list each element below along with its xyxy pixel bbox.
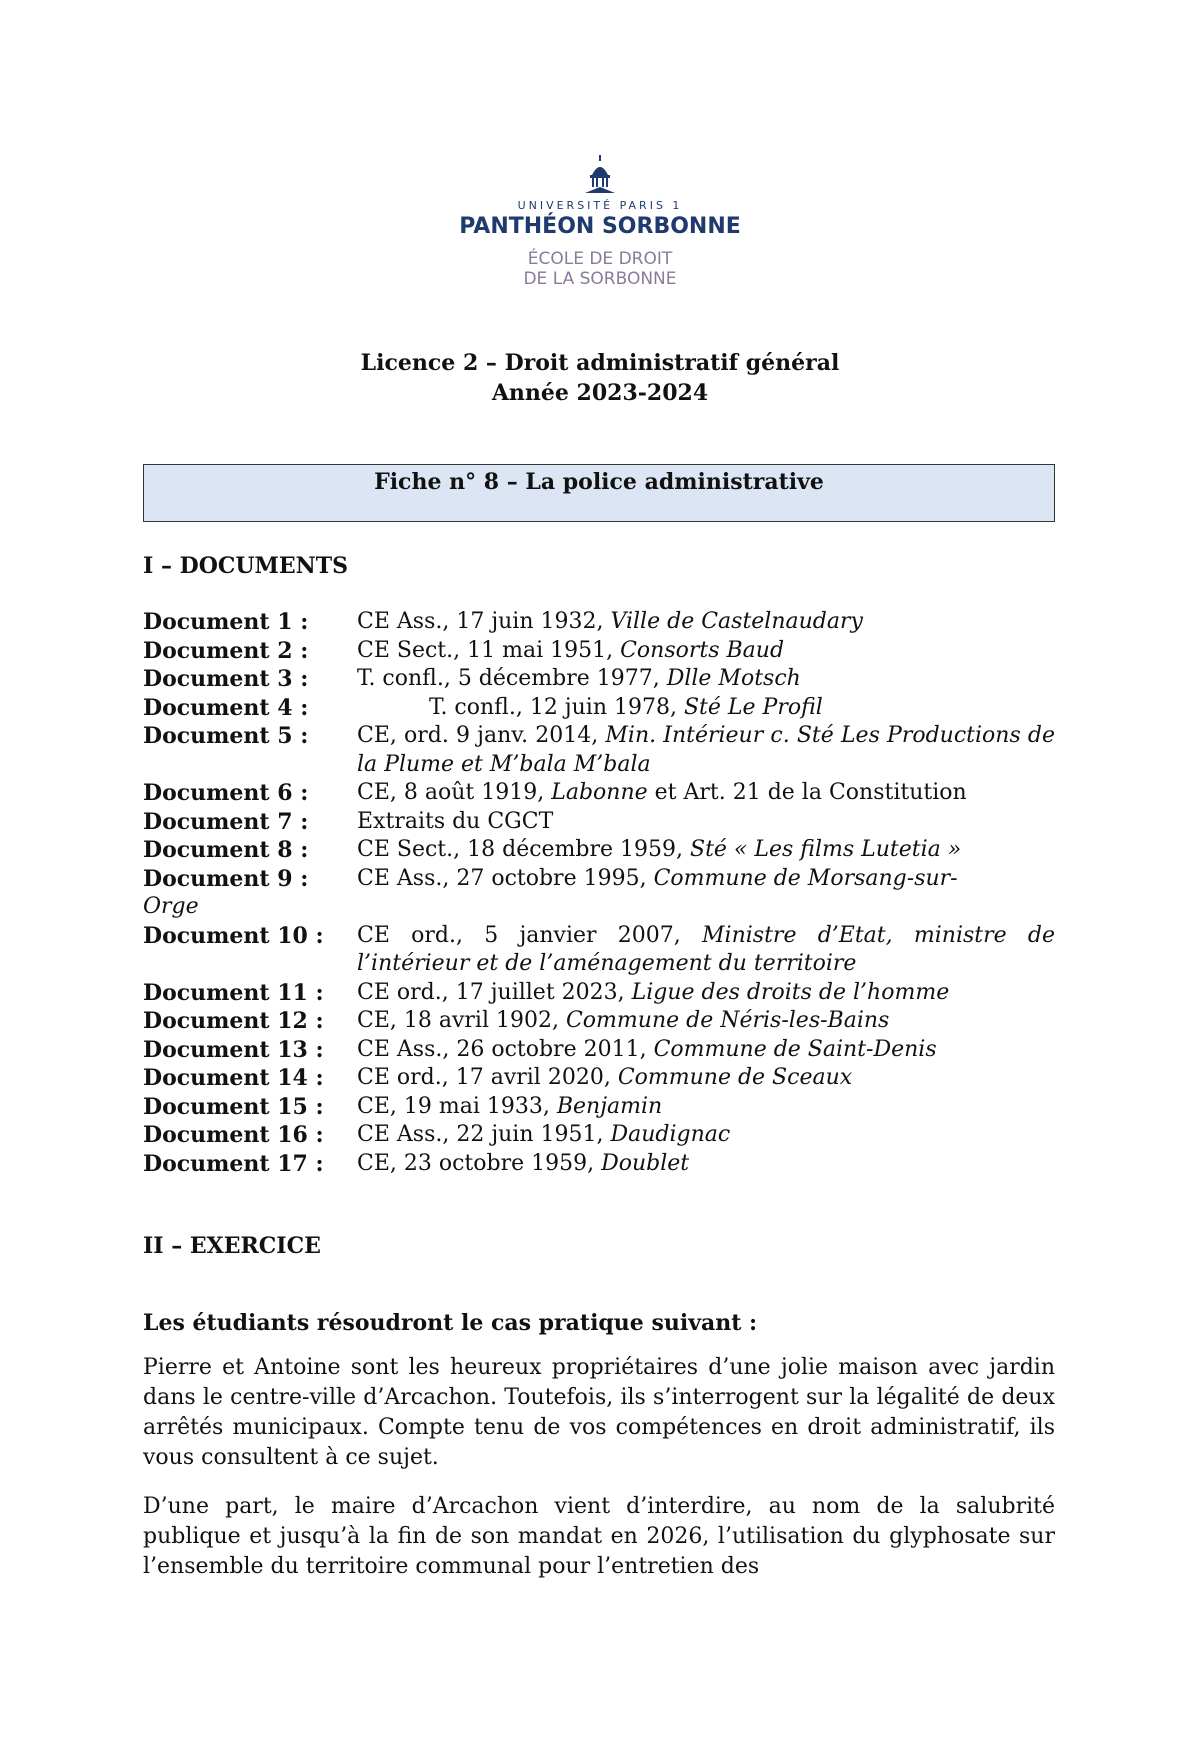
document-reference: Extraits du CGCT: [357, 808, 554, 834]
document-reference: T. confl., 12 juin 1978, Sté Le Profil: [429, 694, 823, 720]
document-label: Document 4 :: [143, 694, 309, 721]
document-label: Document 17 :: [143, 1150, 324, 1177]
document-label: Document 1 :: [143, 609, 309, 635]
document-row: [143, 836, 1055, 865]
section-documents-heading: I – DOCUMENTS: [143, 553, 349, 579]
section-exercice-heading: II – EXERCICE: [143, 1233, 321, 1259]
document-reference: CE ord., 17 juillet 2023, Ligue des droits de l’homme: [357, 979, 950, 1005]
document-reference: CE Ass., 17 juin 1932, Ville de Castelnaudary: [357, 609, 863, 634]
fiche-title-box: Fiche n° 8 – La police administrative: [143, 464, 1055, 522]
document-row: [143, 1093, 1055, 1122]
document-reference: CE, 23 octobre 1959, Doublet: [357, 1150, 690, 1176]
document-row: [143, 979, 1055, 1008]
document-reference: CE Sect., 18 décembre 1959, Sté « Les films Lutetia »: [357, 837, 962, 862]
document-reference: T. confl., 5 décembre 1977, Dlle Motsch: [357, 666, 801, 691]
document-reference: CE Ass., 27 octobre 1995, Commune de Morsang-sur-: [357, 865, 958, 891]
document-label: Document 6 :: [143, 780, 309, 806]
pantheon-dome-icon: [583, 155, 617, 195]
document-reference: CE Ass., 22 juin 1951, Daudignac: [357, 1122, 731, 1147]
document-label: Document 14 :: [143, 1065, 324, 1091]
document-label: Document 12 :: [143, 1008, 324, 1034]
document-reference: CE, 8 août 1919, Labonne et Art. 21 de la Constitution: [357, 780, 967, 805]
logo-school-line1: ÉCOLE DE DROIT: [527, 249, 673, 269]
page-title: Licence 2 – Droit administratif général: [360, 350, 840, 376]
document-row: [143, 922, 1055, 979]
document-reference: CE ord., 5 janvier 2007, Ministre d’Etat, ministre de l’intérieur et de l’aménagement du territoire: [357, 922, 1055, 976]
document-reference: CE, ord. 9 janv. 2014, Min. Intérieur c. Sté Les Productions de la Plume et M’bala M’bala: [357, 723, 1055, 777]
document-list: [143, 608, 1055, 1178]
document-reference: CE, 19 mai 1933, Benjamin: [357, 1093, 663, 1119]
document-row: [143, 808, 1055, 837]
document-reference: CE ord., 17 avril 2020, Commune de Sceaux: [357, 1065, 853, 1090]
document-label: Document 9 :: [143, 865, 309, 892]
cas-pratique-intro: Les étudiants résoudront le cas pratique suivant :: [143, 1310, 758, 1336]
logo-university-text: UNIVERSITÉ PARIS 1: [517, 199, 683, 212]
document-label: Document 5 :: [143, 723, 309, 749]
document-reference-continuation: Orge: [143, 894, 199, 919]
university-logo: [430, 155, 770, 295]
document-label: Document 7 :: [143, 808, 309, 835]
document-reference: CE Ass., 26 octobre 2011, Commune de Saint-Denis: [357, 1036, 937, 1062]
document-reference: CE Sect., 11 mai 1951, Consorts Baud: [357, 637, 785, 663]
document-label: Document 16 :: [143, 1122, 324, 1148]
document-row: [143, 1036, 1055, 1065]
document-label: Document 3 :: [143, 666, 309, 692]
document-row: [143, 865, 1055, 922]
paragraph-1: Pierre et Antoine sont les heureux propriétaires d’une jolie maison avec jardin dans le centre-ville d’Arcachon. Toutefois, ils s’interrogent sur la légalité de deux arrêtés municipaux. Compte tenu de vos compétences en droit administratif, ils vous consultent à ce sujet.: [143, 1355, 1055, 1470]
document-row: [143, 779, 1055, 808]
document-label: Document 10 :: [143, 922, 324, 949]
document-label: Document 2 :: [143, 637, 309, 664]
document-label: Document 8 :: [143, 837, 309, 863]
logo-name-text: PANTHÉON SORBONNE: [459, 214, 741, 239]
logo-school-line2: DE LA SORBONNE: [523, 269, 677, 289]
document-row: [143, 1064, 1055, 1093]
document-row: [143, 694, 1055, 723]
logo-school-text: [430, 249, 770, 289]
document-row: [143, 637, 1055, 666]
document-row: [143, 608, 1055, 637]
document-row: [143, 1007, 1055, 1036]
document-row: [143, 722, 1055, 779]
document-reference: CE, 18 avril 1902, Commune de Néris-les-Bains: [357, 1008, 890, 1033]
document-row: [143, 665, 1055, 694]
document-row: [143, 1150, 1055, 1179]
paragraph-2: D’une part, le maire d’Arcachon vient d’interdire, au nom de la salubrité publique et jusqu’à la fin de son mandat en 2026, l’utilisation du glyphosate sur l’ensemble du territoire communal pour l’entretien des: [143, 1494, 1055, 1579]
document-row: [143, 1121, 1055, 1150]
academic-year: Année 2023-2024: [491, 380, 709, 406]
document-label: Document 15 :: [143, 1093, 324, 1120]
document-label: Document 11 :: [143, 979, 324, 1006]
document-label: Document 13 :: [143, 1036, 324, 1063]
